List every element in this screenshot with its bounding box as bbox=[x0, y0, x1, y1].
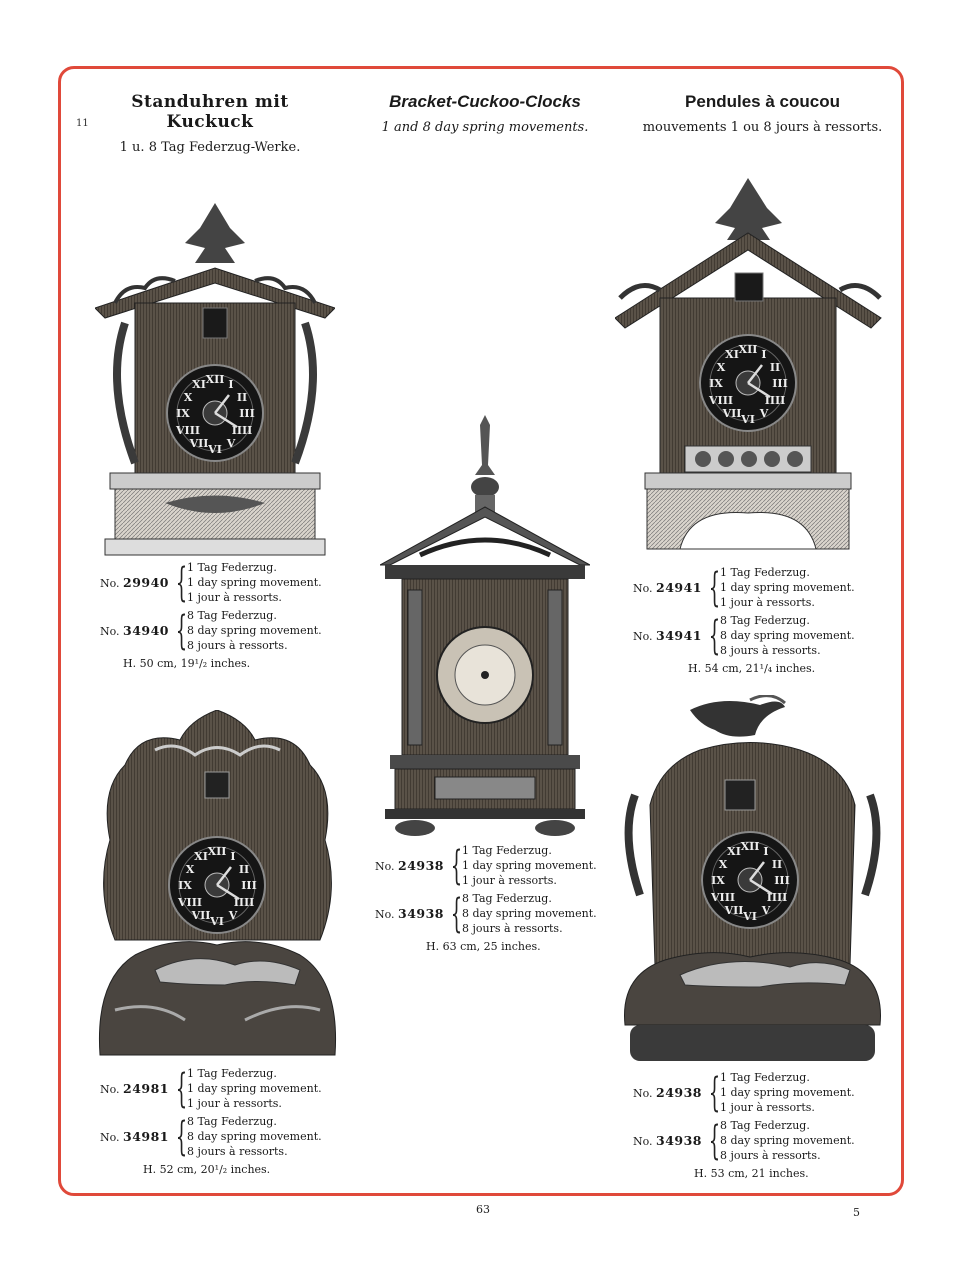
clock-illustration-24941 bbox=[615, 178, 885, 558]
height-24938-bird: H. 53 cm, 21 inches. bbox=[694, 1167, 809, 1180]
header-german-subtitle: 1 u. 8 Tag Federzug-Werke. bbox=[119, 140, 301, 155]
model-number-24981: 24981 bbox=[123, 1080, 169, 1096]
height-24938-bracket: H. 63 cm, 25 inches. bbox=[426, 940, 541, 953]
clock-illustration-24981 bbox=[95, 710, 340, 1060]
model-number-24938-bracket: 24938 bbox=[398, 857, 444, 873]
header-english-subtitle: 1 and 8 day spring movements. bbox=[381, 120, 589, 135]
page-number: 63 bbox=[476, 1203, 490, 1216]
clock-illustration-24938-bracket bbox=[380, 415, 590, 837]
model-number-34981: 34981 bbox=[123, 1128, 169, 1144]
model-number-34938-bird: 34938 bbox=[656, 1132, 702, 1148]
model-number-24941: 24941 bbox=[656, 579, 702, 595]
clock-illustration-29940 bbox=[95, 203, 335, 558]
model-number-29940: 29940 bbox=[123, 574, 169, 590]
corner-number: 5 bbox=[853, 1206, 860, 1219]
caption-29940: No. 29940 { 1 Tag Federzug. 1 day spring movement. 1 jour à ressorts. No. 34940 { 8 Tag Federzug. 8 day spring movement. 8 jours à ressorts. H. 50 cm, 19¹/₂ inches. bbox=[95, 560, 322, 671]
caption-24938-bracket: No. 24938 { 1 Tag Federzug. 1 day spring movement. 1 jour à ressorts. No. 34938 { 8 Tag Federzug. 8 day spring movement. 8 jours à ressorts. H. 63 cm, 25 inches. bbox=[370, 843, 597, 954]
caption-24981: No. 24981 { 1 Tag Federzug. 1 day spring movement. 1 jour à ressorts. No. 34981 { 8 Tag Federzug. 8 day spring movement. 8 jours à ressorts. H. 52 cm, 20¹/₂ inches. bbox=[95, 1066, 322, 1177]
header-french bbox=[620, 92, 905, 135]
caption-24941: No. 24941 { 1 Tag Federzug. 1 day spring movement. 1 jour à ressorts. No. 34941 { 8 Tag Federzug. 8 day spring movement. 8 jours à ressorts. H. 54 cm, 21¹/₄ inches. bbox=[630, 565, 855, 676]
header-french-subtitle: mouvements 1 ou 8 jours à ressorts. bbox=[642, 120, 883, 135]
header-french-title: Pendules à coucou bbox=[685, 92, 840, 111]
corner-mark: 11 bbox=[76, 118, 89, 129]
header-german-title: Standuhren mit Kuckuck bbox=[131, 92, 289, 132]
header-german bbox=[95, 92, 325, 155]
model-number-34940: 34940 bbox=[123, 622, 169, 638]
header-english bbox=[360, 92, 610, 135]
height-29940: H. 50 cm, 19¹/₂ inches. bbox=[123, 657, 251, 670]
header-english-title: Bracket-Cuckoo-Clocks bbox=[389, 92, 581, 111]
clock-illustration-24938-bird bbox=[620, 695, 885, 1065]
height-24941: H. 54 cm, 21¹/₄ inches. bbox=[688, 662, 816, 675]
model-number-34941: 34941 bbox=[656, 627, 702, 643]
caption-24938-bird: No. 24938 { 1 Tag Federzug. 1 day spring movement. 1 jour à ressorts. No. 34938 { 8 Tag Federzug. 8 day spring movement. 8 jours à ressorts. H. 53 cm, 21 inches. bbox=[630, 1070, 855, 1181]
height-24981: H. 52 cm, 20¹/₂ inches. bbox=[143, 1163, 271, 1176]
model-number-24938-bird: 24938 bbox=[656, 1084, 702, 1100]
model-number-34938-bracket: 34938 bbox=[398, 905, 444, 921]
